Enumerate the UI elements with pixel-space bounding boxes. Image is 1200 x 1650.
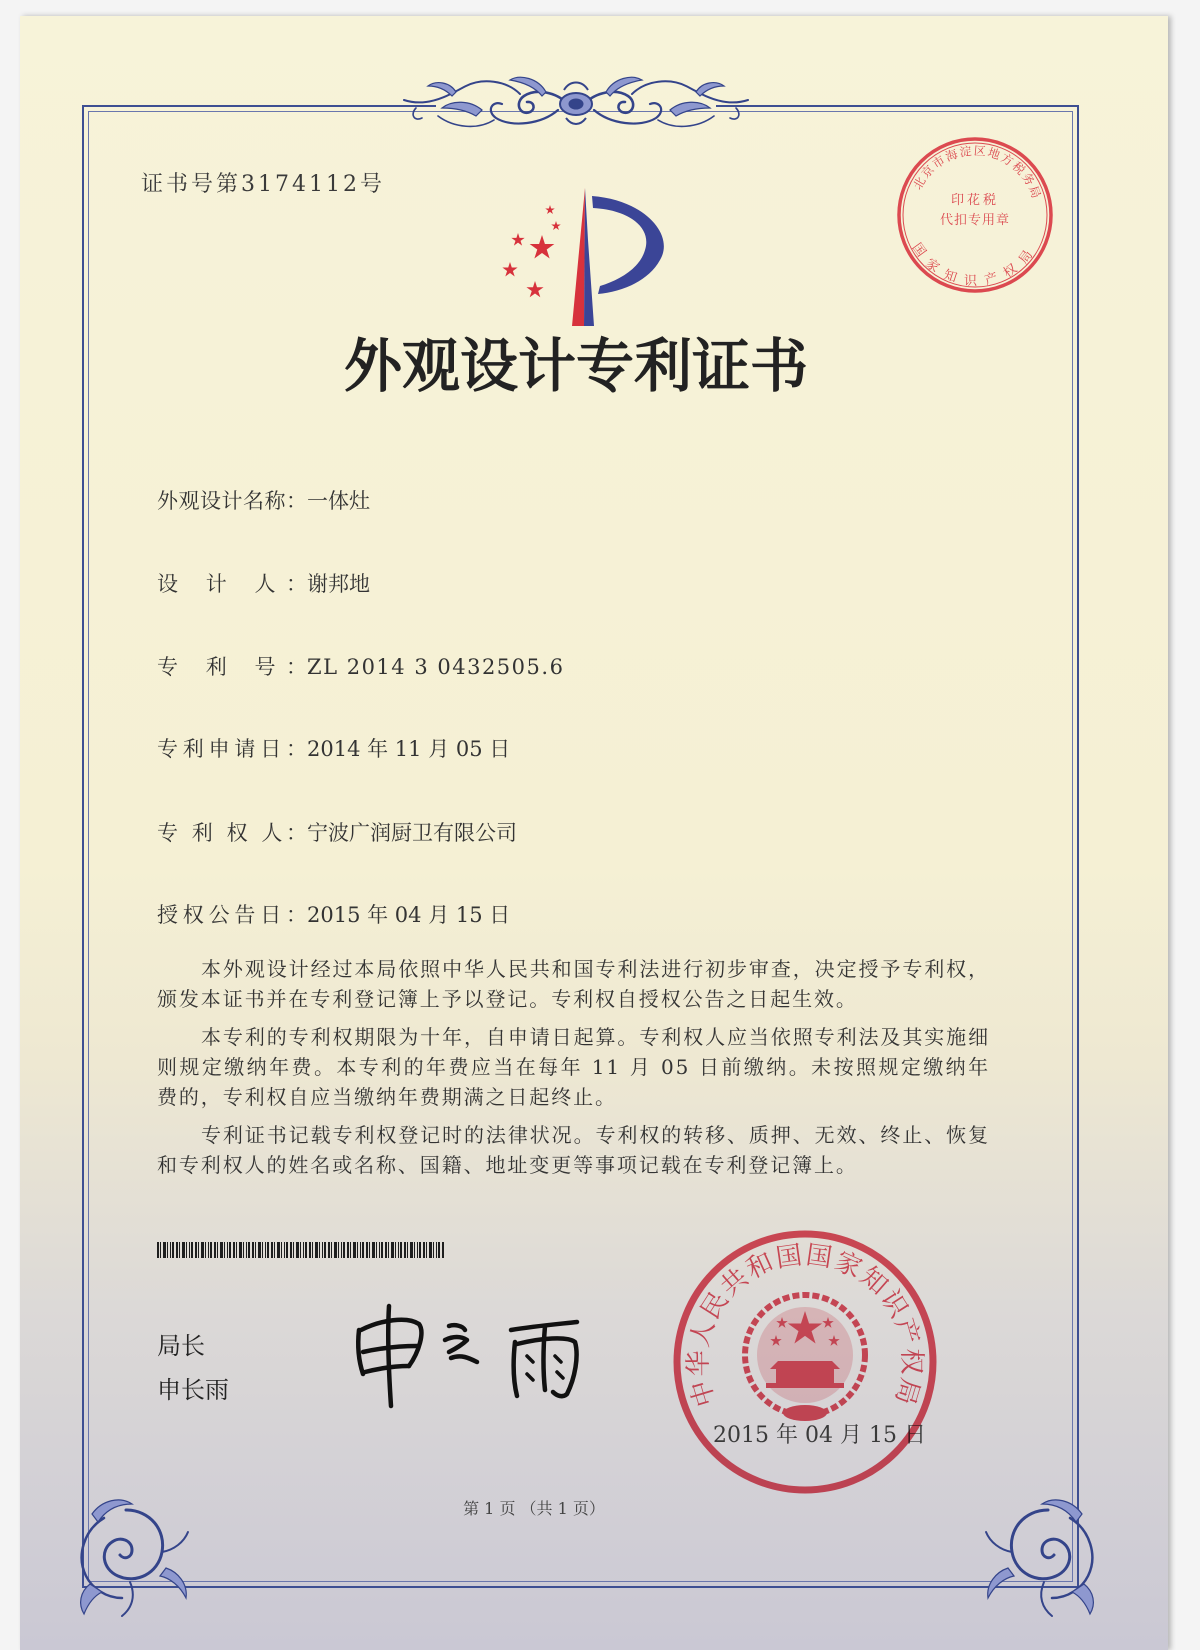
seal-date: 2015 年 04 月 15 日 [713,1423,926,1448]
signature-stroke [449,1325,465,1330]
field-value: 宁波广润厨卫有限公司 [307,821,517,845]
emblem-gate-body [776,1369,834,1383]
logo-spike-red [572,188,585,326]
field-label: 外观设计名称： [157,489,307,513]
corner-ornament-shape-mirrored [986,1500,1093,1616]
top-ornament [396,70,756,140]
corner-ornament-left [70,1480,200,1620]
field-label: 专利申请日： [157,737,307,761]
field-designer [157,569,370,599]
emblem-gate-base [766,1383,844,1388]
signature-stroke [514,1342,517,1396]
field-patent-number [157,652,564,682]
ornament-medallion [560,83,592,125]
director-title: 局长 [157,1332,205,1360]
field-value: ZL 2014 3 0432505.6 [307,655,565,679]
certificate-number: 证书号第3174112号 [141,172,385,197]
certificate-body-text [157,954,990,1188]
field-value: 2015 年 04 月 15 日 [307,903,511,927]
barcode [157,1242,445,1258]
signature-stroke [445,1337,467,1352]
logo-star [545,205,555,214]
signature-stroke [451,1356,477,1362]
field-design-name [157,486,370,516]
field-patentee [157,818,517,848]
logo-star-large [530,235,555,259]
tax-stamp-center-line1: 印花税 [950,193,1000,208]
emblem-gate-roof [770,1361,840,1369]
logo-star [511,233,524,246]
paragraph: 本外观设计经过本局依照中华人民共和国专利法进行初步审查，决定授予专利权，颁发本证书并在专利登记簿上予以登记。专利权自授权公告之日起生效。 [157,957,990,1011]
field-label: 设 计 人： [157,572,307,596]
director-signature [345,1300,585,1410]
field-label: 专 利 权 人： [157,821,307,845]
certificate-title: 外观设计专利证书 [343,332,808,400]
signature-stroke [361,1320,421,1366]
paragraph: 专利证书记载专利权登记时的法律状况。专利权的转移、质押、无效、终止、恢复和专利权人的姓名或名称、国籍、地址变更等事项记载在专利登记簿上。 [157,1123,990,1177]
field-application-date [157,734,510,764]
field-label: 专 利 号： [157,655,307,679]
field-grant-date [157,900,510,930]
emblem-gear [783,1405,827,1421]
field-value: 2014 年 11 月 05 日 [307,737,511,761]
paragraph: 本专利的专利权期限为十年，自申请日起算。专利权人应当依照专利法及其实施细则规定缴纳年费。本专利的年费应当在每年 11 月 05 日前缴纳。未按照规定缴纳年费的，专利权自应当缴纳年费期满之日起终止。 [157,1025,990,1109]
national-emblem-icon [745,1295,865,1421]
field-value: 谢邦地 [307,572,370,596]
tax-stamp-center-line2: 代扣专用章 [939,213,1011,228]
director-name: 申长雨 [157,1376,229,1404]
cnipa-logo [480,180,680,330]
seal-ring-text: 中华人民共和国国家知识产权局 [683,1240,927,1410]
tax-stamp-top-text: 北京市海淀区地方税务局 [910,143,1044,202]
signature-stroke [388,1306,391,1406]
official-seal [670,1227,940,1497]
field-value: 一体灶 [307,489,370,513]
field-label: 授权公告日： [157,903,307,927]
corner-ornament-right [974,1480,1104,1620]
tax-stamp [890,130,1060,300]
tax-stamp-bottom-text: 国家知识产权局 [908,240,1042,289]
corner-ornament-shape [81,1500,188,1616]
logo-star [551,221,561,230]
logo-star [502,262,517,276]
logo-spike-blue [584,188,594,326]
page-footer: 第 1 页 （共 1 页） [463,1499,605,1518]
logo-p-bowl [592,196,664,294]
signature-stroke [544,1326,546,1390]
logo-star [526,281,543,297]
